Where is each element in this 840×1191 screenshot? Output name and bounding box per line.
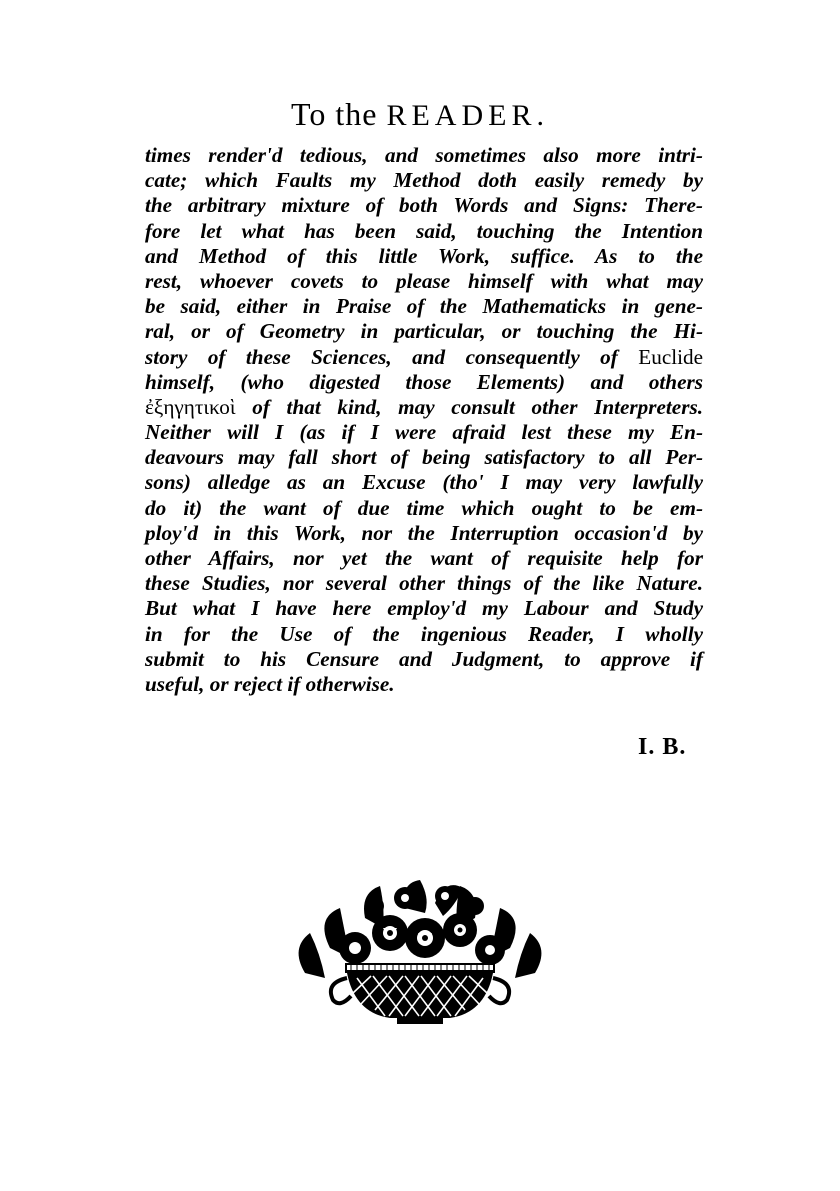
greek-word: ἐξηγητικοὶ	[145, 394, 236, 419]
text-line: ploy'd in this Work, nor the Interruption occasion'd by	[145, 520, 703, 545]
text-line-with-greek	[145, 395, 703, 420]
text-line-with-name	[145, 345, 703, 370]
text-segment: of that kind, may consult other Interpreters.	[252, 394, 703, 419]
text-line: times render'd tedious, and sometimes also more intri-	[145, 143, 703, 167]
text-line: cate; which Faults my Method doth easily remedy by	[145, 168, 703, 193]
text-line: himself, (who digested those Elements) and others	[145, 369, 703, 394]
text-segment: story of these Sciences, and consequently of	[145, 344, 618, 369]
name-euclide: Euclide	[638, 344, 704, 369]
signature-initials: I. B.	[638, 734, 687, 760]
text-line: other Affairs, nor yet the want of requisite help for	[145, 546, 703, 570]
flower-basket-ornament	[285, 878, 555, 1028]
text-line: submit to his Censure and Judgment, to approve if	[145, 646, 703, 671]
text-line: useful, or reject if otherwise.	[145, 671, 395, 696]
text-line: sons) alledge as an Excuse (tho' I may very lawfully	[145, 470, 703, 495]
text-line: and Method of this little Work, suffice. As to the	[145, 243, 703, 268]
text-line: Neither will I (as if I were afraid lest these my En-	[145, 420, 703, 445]
text-line: the arbitrary mixture of both Words and Signs: There-	[145, 193, 703, 218]
text-line: rest, whoever covets to please himself with what may	[145, 268, 703, 293]
text-line: But what I have here employ'd my Labour and Study	[145, 596, 703, 621]
text-line: be said, either in Praise of the Mathematicks in gene-	[145, 294, 703, 319]
header-to-the: To the	[291, 96, 387, 132]
text-line: these Studies, nor several other things of the like Nature.	[145, 571, 703, 596]
body-text	[145, 143, 703, 697]
text-line: deavours may fall short of being satisfactory to all Per-	[145, 445, 703, 470]
text-line: do it) the want of due time which ought to be em-	[145, 495, 703, 520]
header-reader: READER.	[386, 99, 549, 132]
text-line: fore let what has been said, touching the Intention	[145, 218, 703, 243]
text-line: in for the Use of the ingenious Reader, I wholly	[145, 621, 703, 646]
page-header	[0, 96, 840, 133]
text-line: ral, or of Geometry in particular, or touching the Hi-	[145, 319, 703, 344]
